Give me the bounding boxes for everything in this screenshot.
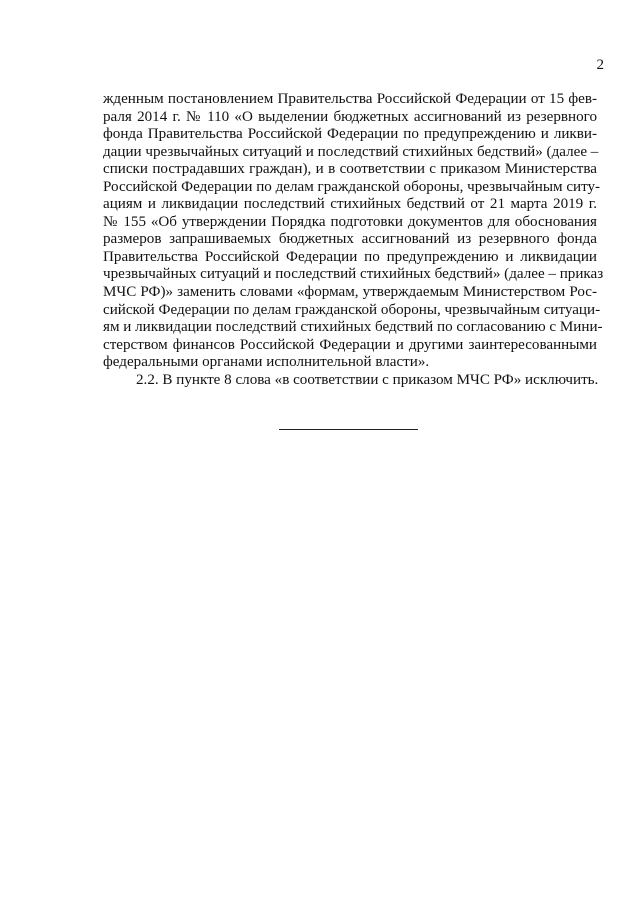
text-line: ациям и ликвидации последствий стихийных бедствий от 21 марта 2019 г. bbox=[103, 196, 597, 213]
text-line: Правительства Российской Федерации по предупреждению и ликвидации bbox=[103, 248, 597, 265]
text-line: № 155 «Об утверждении Порядка подготовки документов для обоснования bbox=[103, 213, 597, 230]
text-line: размеров запрашиваемых бюджетных ассигнований из резервного фонда bbox=[103, 231, 597, 248]
paragraph-continuation bbox=[103, 91, 604, 372]
text-line: списки пострадавших граждан), и в соответствии с приказом Министерства bbox=[103, 161, 597, 178]
end-separator-line bbox=[279, 429, 418, 430]
text-line: федеральными органами исполнительной власти». bbox=[103, 354, 430, 371]
text-line: чрезвычайных ситуаций и последствий стихийных бедствий» (далее – приказ bbox=[103, 266, 604, 283]
text-line: стерством финансов Российской Федерации и другими заинтересованными bbox=[103, 336, 597, 353]
text-line: раля 2014 г. № 110 «О выделении бюджетных ассигнований из резервного bbox=[103, 108, 597, 125]
text-line: жденным постановлением Правительства Российской Федерации от 15 фев- bbox=[103, 91, 597, 107]
text-line: фонда Правительства Российской Федерации по предупреждению и ликви- bbox=[103, 126, 597, 143]
text-line: МЧС РФ)» заменить словами «формам, утверждаемым Министерством Рос- bbox=[103, 284, 597, 301]
text-line: ям и ликвидации последствий стихийных бедствий по согласованию с Мини- bbox=[103, 319, 603, 336]
page-number: 2 bbox=[596, 57, 604, 73]
text-line: сийской Федерации по делам гражданской обороны, чрезвычайным ситуаци- bbox=[103, 301, 601, 318]
text-line: дации чрезвычайных ситуаций и последствий стихийных бедствий» (далее – bbox=[103, 143, 599, 160]
document-body bbox=[103, 91, 604, 389]
paragraph-2-2 bbox=[103, 372, 597, 390]
text-line: Российской Федерации по делам гражданской обороны, чрезвычайным ситу- bbox=[103, 178, 601, 195]
text-line: 2.2. В пункте 8 слова «в соответствии с приказом МЧС РФ» исключить. bbox=[136, 371, 599, 388]
